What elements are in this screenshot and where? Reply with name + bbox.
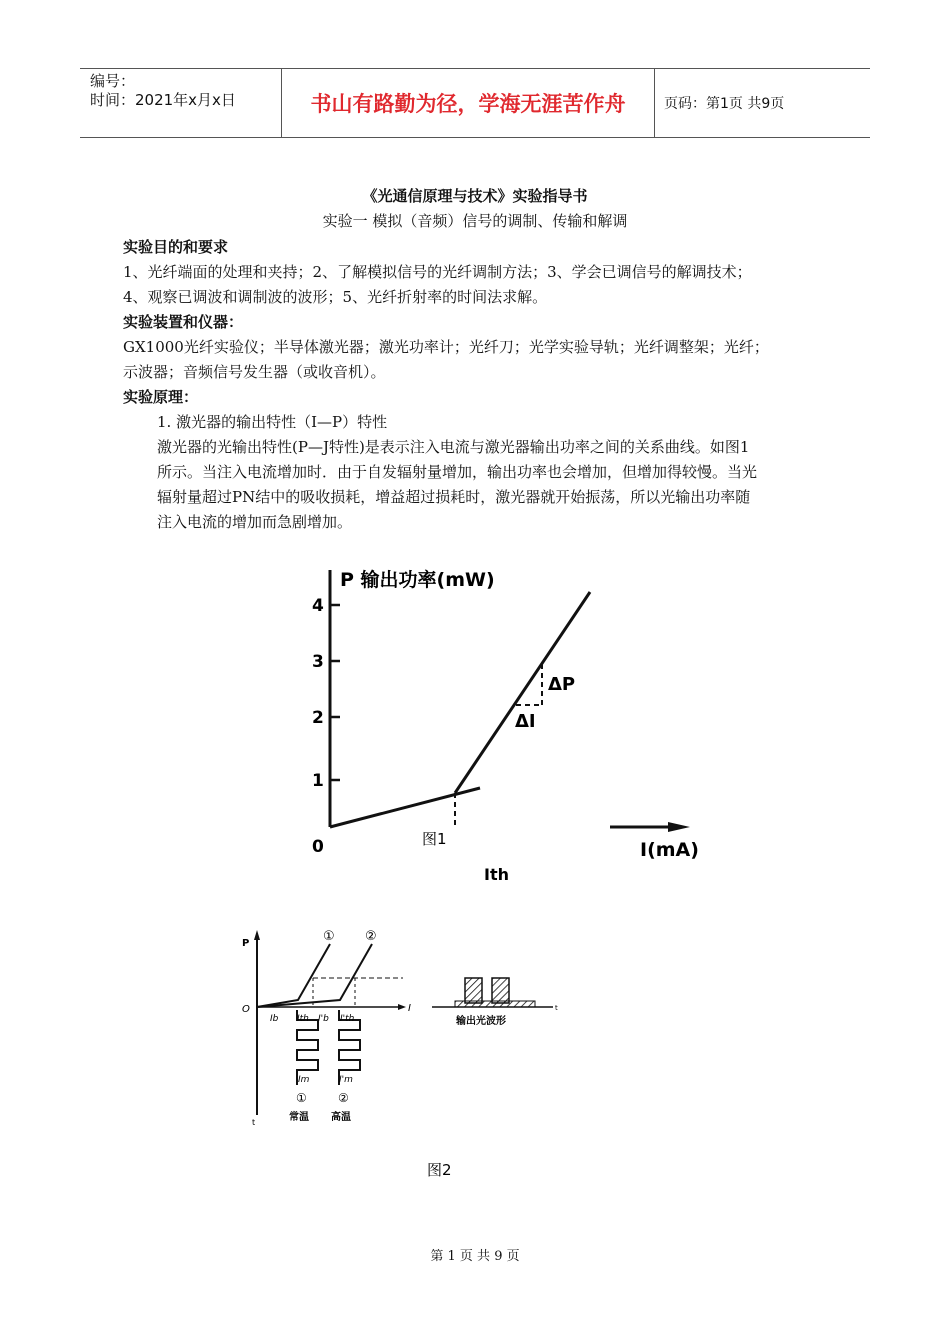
figure1-y-label: P 输出功率(mW) bbox=[340, 569, 495, 591]
time-label: 时间：2021年x月x日 bbox=[90, 91, 236, 109]
figure-2 bbox=[242, 929, 558, 1127]
fig2-cond1: 常温 bbox=[289, 1112, 309, 1123]
delta-p-label: ΔP bbox=[548, 674, 576, 695]
item1-title: 1. 激光器的输出特性（I—P）特性 bbox=[157, 413, 388, 431]
fig2-curve-1 bbox=[257, 944, 330, 1007]
fig2-output-pulse-1 bbox=[465, 978, 482, 1003]
doc-title: 《光通信原理与技术》实验指导书 bbox=[362, 187, 588, 205]
fig2-i-label: I bbox=[408, 1003, 411, 1014]
fig2-cond2-mark: ② bbox=[338, 1091, 349, 1105]
purpose-line-2: 4、观察已调波和调制波的波形；5、光纤折射率的时间法求解。 bbox=[123, 288, 548, 306]
principle-heading: 实验原理： bbox=[123, 388, 199, 406]
delta-i-label: ΔI bbox=[515, 711, 536, 732]
fig2-im: Im bbox=[298, 1075, 310, 1085]
figure1-origin: 0 bbox=[312, 837, 324, 857]
figure1-x-label: I(mA) bbox=[640, 839, 699, 861]
y-tick-3: 3 bbox=[312, 652, 324, 672]
doc-subtitle: 实验一 模拟（音频）信号的调制、传输和解调 bbox=[322, 212, 628, 230]
figure1-axes bbox=[330, 570, 668, 827]
fig2-t-label: t bbox=[252, 1118, 256, 1127]
equipment-line-1: GX1000光纤实验仪；半导体激光器；激光功率计；光纤刀；光学实验导轨；光纤调整架；光纤； bbox=[123, 338, 769, 356]
purpose-line-1: 1、光纤端面的处理和夹持；2、了解模拟信号的光纤调制方法；3、学会已调信号的解调技术； bbox=[123, 263, 752, 281]
fig2-ib2: I'b bbox=[318, 1014, 329, 1024]
fig2-output-label: 输出光波形 bbox=[456, 1016, 506, 1027]
spontaneous-segment bbox=[330, 788, 480, 827]
fig2-curve1-label: ① bbox=[323, 929, 335, 944]
para-line-3: 辐射量超过PN结中的吸收损耗，增益超过损耗时，激光器就开始振荡，所以光输出功率随 bbox=[157, 488, 751, 506]
fig2-ith2: I'th bbox=[340, 1014, 355, 1024]
para-line-1: 激光器的光输出特性(P—J特性)是表示注入电流与激光器输出功率之间的关系曲线。如图1 bbox=[157, 438, 750, 456]
fig2-curve2-label: ② bbox=[365, 929, 377, 944]
fig2-output-t: t bbox=[555, 1004, 558, 1012]
y-tick-4: 4 bbox=[312, 596, 324, 616]
fig2-cond1-mark: ① bbox=[296, 1091, 307, 1105]
page-footer: 第 1 页 共 9 页 bbox=[430, 1249, 520, 1264]
fig2-cond2: 高温 bbox=[331, 1112, 351, 1123]
fig2-p-label: P bbox=[242, 938, 250, 949]
para-line-4: 注入电流的增加而急剧增加。 bbox=[157, 513, 353, 531]
equipment-heading: 实验装置和仪器： bbox=[123, 313, 244, 331]
figure1-caption: 图1 bbox=[422, 830, 447, 848]
equipment-line-2: 示波器；音频信号发生器（或收音机）。 bbox=[123, 363, 386, 381]
page-code: 页码：第1页 共9页 bbox=[664, 96, 785, 112]
purpose-heading: 实验目的和要求 bbox=[123, 238, 229, 256]
threshold-label: Ith bbox=[484, 865, 509, 884]
fig2-origin: O bbox=[242, 1004, 250, 1015]
fig2-ib: Ib bbox=[270, 1014, 279, 1024]
figure2-caption: 图2 bbox=[427, 1161, 452, 1179]
number-label: 编号： bbox=[90, 72, 136, 90]
x-axis-arrowhead bbox=[668, 822, 690, 832]
y-tick-2: 2 bbox=[312, 708, 324, 728]
fig2-ith: Ith bbox=[297, 1014, 309, 1024]
fig2-output-pulse-2 bbox=[492, 978, 509, 1003]
motto: 书山有路勤为径，学海无涯苦作舟 bbox=[281, 69, 655, 137]
y-tick-1: 1 bbox=[312, 771, 324, 791]
fig2-im2: I'm bbox=[339, 1075, 353, 1085]
para-line-2: 所示。当注入电流增加时．由于自发辐射量增加，输出功率也会增加，但增加得较慢。当光 bbox=[157, 463, 758, 481]
